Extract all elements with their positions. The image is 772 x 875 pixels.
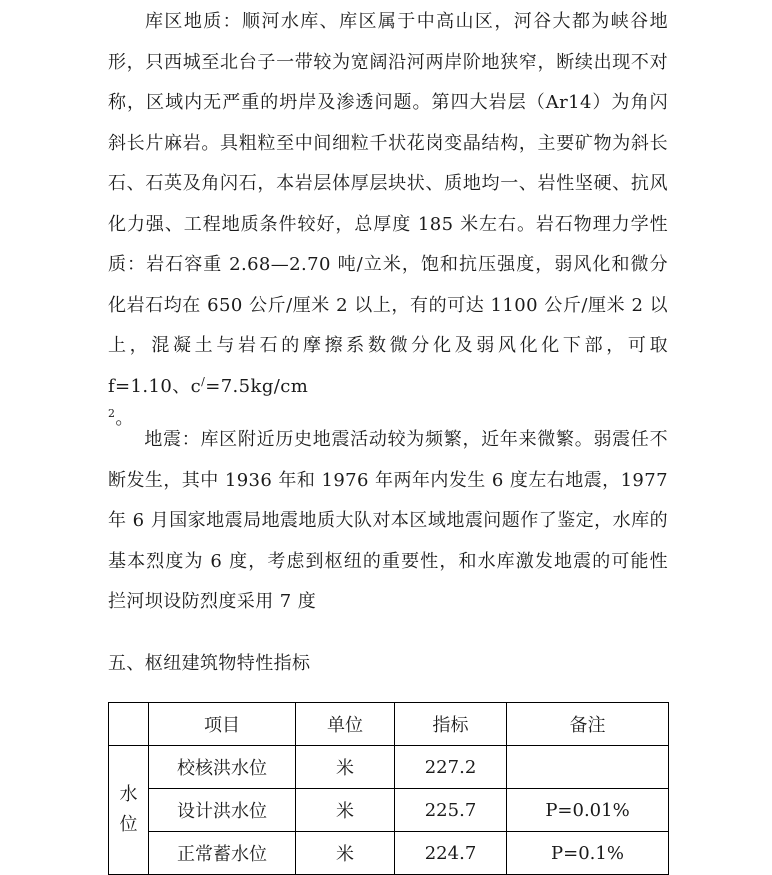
paragraph-earthquake [108, 420, 668, 623]
paragraph-reservoir-geology [108, 2, 668, 431]
table-cell-item: 正常蓄水位 [149, 832, 296, 875]
table-cell-unit: 米 [296, 789, 395, 832]
table-cell-unit: 米 [296, 746, 395, 789]
table-header-row [109, 703, 669, 746]
section-heading: 五、枢纽建筑物特性指标 [108, 653, 311, 674]
unit-superscript: 2 [108, 407, 116, 420]
spec-table [108, 702, 669, 875]
table-cell-value: 224.7 [395, 832, 507, 875]
table-cell-item: 校核洪水位 [149, 746, 296, 789]
table-row [109, 789, 669, 832]
table-cell-item: 设计洪水位 [149, 789, 296, 832]
table-cell-value: 225.7 [395, 789, 507, 832]
table-cell-note: P=0.01% [507, 789, 669, 832]
paragraph-reservoir-geology-text: 库区地质：顺河水库、库区属于中高山区，河谷大都为峡谷地形，只西城至北台子一带较为宽阔沿河两岸阶地狭窄，断续出现不对称，区域内无严重的坍岸及渗透问题。第四大岩层（Ar14）为角闪斜长片麻岩。具粗粒至中间细粒千状花岗变晶结构，主要矿物为斜长石、石英及角闪石，本岩层体厚层块状、质地均一、岩性坚硬、抗风化力强、工程地质条件较好，总厚度 185 米左右。岩石物理力学性质：岩石容重 2.68—2.70 吨/立米，饱和抗压强度，弱风化和微分化岩石均在 650 公斤/厘米 2 以上，有的可达 1100 公斤/厘米 2 以上，混凝土与岩石的摩擦系数微分化及弱风化化下部，可取 f=1.10、c [108, 11, 668, 397]
table-cell-value: 227.2 [395, 746, 507, 789]
table-cell-note: P=0.1% [507, 832, 669, 875]
table-header-note: 备注 [507, 703, 669, 746]
table-cell-note [507, 746, 669, 789]
paragraph-reservoir-geology-end: 。 [115, 408, 134, 429]
table-row [109, 746, 669, 789]
paragraph-reservoir-geology-tail: =7.5kg/cm [205, 375, 309, 397]
paragraph-earthquake-text: 地震：库区附近历史地震活动较为频繁，近年来微繁。弱震任不断发生，其中 1936 年和 1976 年两年内发生 6 度左右地震，1977 年 6 月国家地震局地震地质大队对本区域地震问题作了鉴定，水库的基本烈度为 6 度，考虑到枢纽的重要性，和水库激发地震的可能性 拦河坝设防烈度采用 7 度 [108, 429, 668, 612]
table-header-value: 指标 [395, 703, 507, 746]
prime-mark: / [201, 374, 206, 388]
table-cell-unit: 米 [296, 832, 395, 875]
group-label-text: 水 位 [119, 784, 138, 835]
table-header-blank [109, 703, 149, 746]
table-group-label [109, 746, 149, 875]
table-row [109, 832, 669, 875]
table-header-item: 项目 [149, 703, 296, 746]
table-header-unit: 单位 [296, 703, 395, 746]
